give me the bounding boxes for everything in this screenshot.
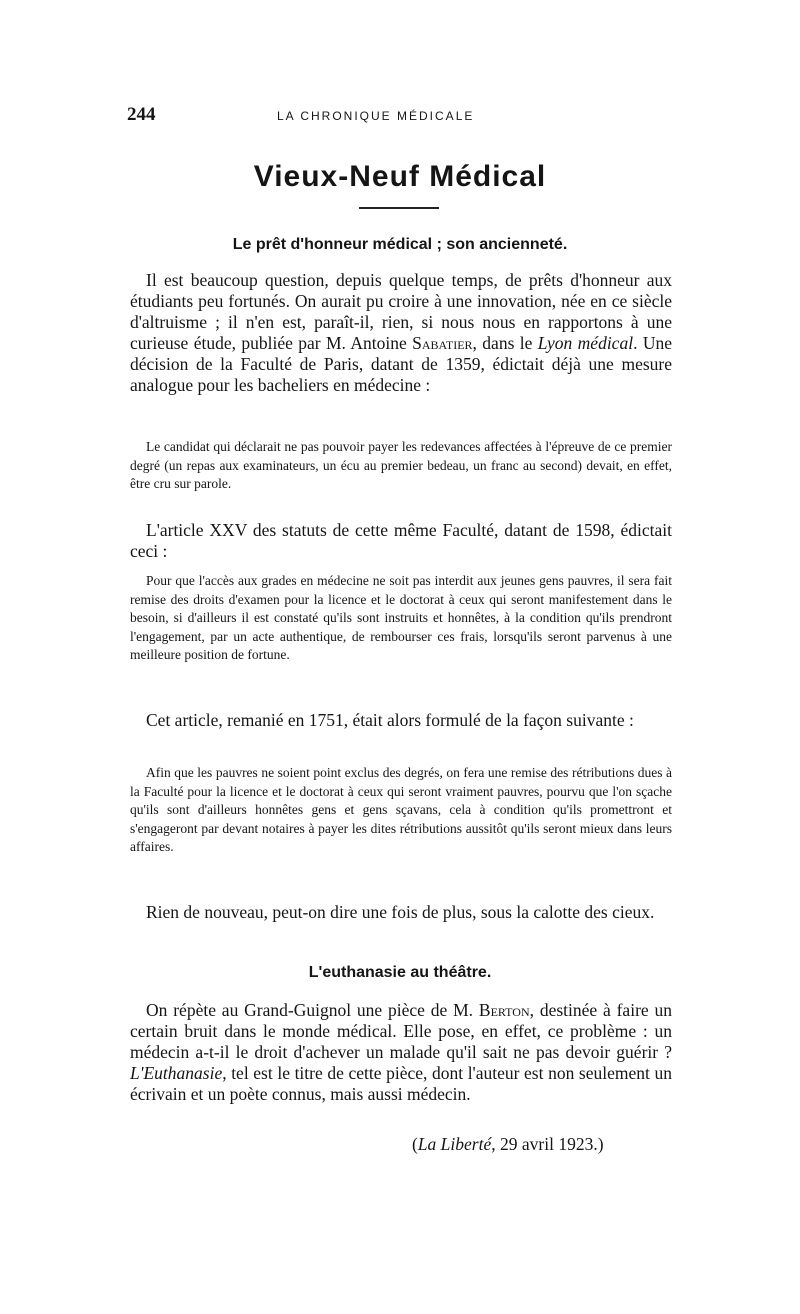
running-head: LA CHRONIQUE MÉDICALE [277, 109, 475, 123]
paragraph-euthanasie-text-a: On répète au Grand-Guignol une pièce de M. [146, 1000, 479, 1020]
play-title: L'Euthanasie [130, 1063, 223, 1083]
paragraph-euthanasie [130, 1000, 672, 1105]
page-number: 244 [127, 104, 156, 125]
citation-source: La Liberté [417, 1134, 492, 1154]
author-berton: Berton [478, 1000, 530, 1020]
paragraph-1751: Cet article, remanié en 1751, était alors formulé de la façon suivante : [146, 710, 634, 730]
journal-name: Lyon médical [537, 333, 634, 353]
page-header [127, 104, 675, 128]
paragraph-article-xxv: L'article XXV des statuts de cette même Faculté, datant de 1598, édictait ceci : [130, 520, 672, 561]
citation-date: , 29 avril 1923.) [491, 1134, 604, 1154]
paragraph-euthanasie-text-b: , destinée à faire un certain bruit dans le monde médical. Elle pose, en effet, ce problème : un médecin a-t-il le droit d'achever un malade qu'il sait ne pas devoir guérir ? [130, 1000, 672, 1062]
paragraph-euthanasie-text-c: , tel est le titre de cette pièce, dont l'auteur est non seulement un écrivain et un poète connus, mais aussi médecin. [130, 1063, 672, 1104]
title-rule [359, 207, 439, 209]
quote-1598: Pour que l'accès aux grades en médecine ne soit pas interdit aux jeunes gens pauvres, il sera fait remise des droits d'examen pour la licence et le doctorat à ceux qui seront manifestement dans le besoin, si d'ailleurs il est constaté qu'ils sont instruits et honnêtes, à la condition qu'ils prendront l'engagement, par un acte authentique, de rembourser ces frais, lorsqu'ils seront parvenus à une meilleure position de fortune. [130, 573, 672, 662]
paragraph-intro-text-b: , dans le [472, 333, 538, 353]
paragraph-intro [130, 270, 672, 396]
citation-open: ( [412, 1134, 418, 1154]
quote-1359: Le candidat qui déclarait ne pas pouvoir payer les redevances affectées à l'épreuve de ce premier degré (un repas aux examinateurs, un écu au premier bedeau, un franc au second) devait, en effet, être cru sur parole. [130, 439, 672, 491]
author-sabatier: Sabatier [412, 333, 473, 353]
citation [412, 1134, 604, 1155]
paragraph-conclusion: Rien de nouveau, peut-on dire une fois de plus, sous la calotte des cieux. [146, 902, 655, 922]
section-heading-euthanasie: L'euthanasie au théâtre. [308, 964, 492, 981]
article-title: Vieux-Neuf Médical [253, 160, 547, 193]
paragraph-intro-text-c: . Une décision de la Faculté de Paris, datant de 1359, édictait déjà une mesure analogue pour les bacheliers en médecine : [130, 333, 672, 395]
section-heading-pret-honneur: Le prêt d'honneur médical ; son ancienneté. [232, 236, 568, 253]
paragraph-intro-text-a: Il est beaucoup question, depuis quelque temps, de prêts d'honneur aux étudiants peu fortunés. On aurait pu croire à une innovation, née en ce siècle d'altruisme ; il n'en est, paraît-il, rien, si nous nous en rapportons à une curieuse étude, publiée par M. Antoine [130, 270, 672, 353]
quote-1751: Afin que les pauvres ne soient point exclus des degrés, on fera une remise des rétributions dues à la Faculté pour la licence et le doctorat à ceux qui seront vraiment pauvres, pourvu que l'on sçache qu'ils sont d'ailleurs honnêtes gens et gens sçavans, cela à condition qu'ils promettront et s'engageront par devant notaires à payer les dites rétributions aussitôt qu'ils seront mieux dans leurs affaires. [130, 765, 672, 854]
